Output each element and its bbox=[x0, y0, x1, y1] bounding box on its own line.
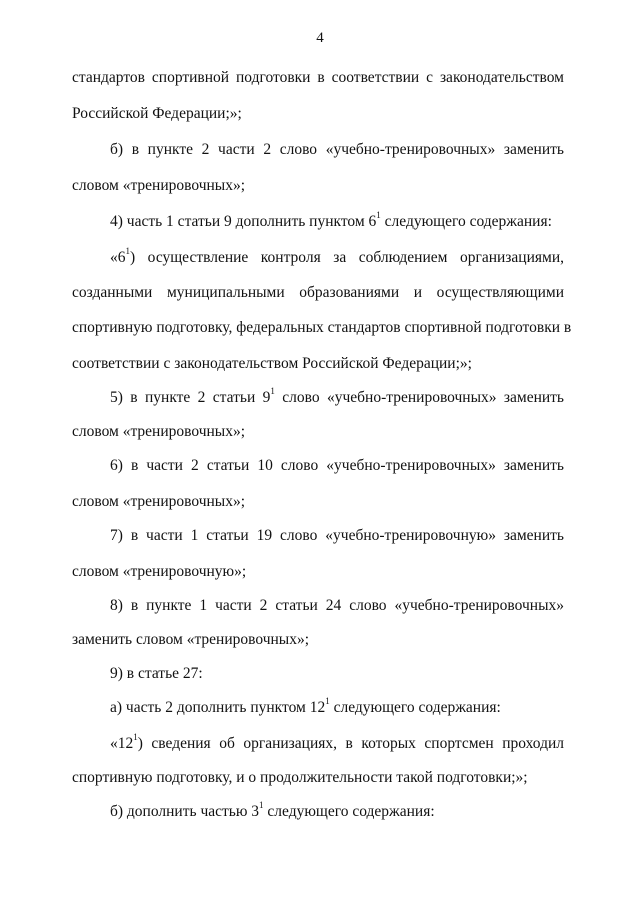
text-line-content: словом «тренировочных»; bbox=[72, 177, 246, 194]
text-line bbox=[72, 318, 572, 338]
text-line bbox=[72, 176, 564, 196]
text-line bbox=[110, 385, 565, 408]
text-line bbox=[72, 104, 564, 124]
text-line-content: 6) в части 2 статьи 10 слово «учебно-тренировочных» заменить bbox=[110, 457, 564, 474]
text-line-content: следующего содержания: bbox=[380, 213, 552, 230]
text-line-content: а) часть 2 дополнить пунктом 12 bbox=[110, 699, 326, 716]
text-line-content: б) в пункте 2 части 2 слово «учебно-тренировочных» заменить bbox=[110, 141, 564, 158]
text-line bbox=[110, 731, 564, 754]
text-line bbox=[110, 596, 564, 616]
text-line bbox=[72, 630, 564, 650]
text-line-content: слово «учебно-тренировочных» заменить bbox=[274, 389, 565, 406]
text-line-content: 8) в пункте 1 части 2 статьи 24 слово «учебно-тренировочных» bbox=[110, 597, 564, 614]
text-line bbox=[110, 209, 564, 232]
text-line-content: «6 bbox=[110, 249, 126, 266]
superscript: 1 bbox=[376, 209, 381, 220]
text-line-content: 9) в статье 27: bbox=[110, 665, 203, 682]
text-line bbox=[72, 68, 564, 88]
text-line-content: заменить словом «тренировочных»; bbox=[72, 631, 310, 648]
text-line-content: следующего содержания: bbox=[329, 699, 501, 716]
text-line bbox=[110, 456, 564, 476]
superscript: 1 bbox=[325, 695, 330, 706]
text-line bbox=[72, 283, 564, 303]
text-line bbox=[72, 492, 564, 512]
text-line bbox=[72, 422, 564, 442]
text-line-content: 4) часть 1 статьи 9 дополнить пунктом 6 bbox=[110, 213, 377, 230]
text-line bbox=[110, 664, 564, 684]
text-line bbox=[72, 354, 564, 374]
text-line bbox=[110, 245, 564, 268]
text-line-content: «12 bbox=[110, 735, 134, 752]
text-line-content: ) осуществление контроля за соблюдением организациями, bbox=[130, 249, 564, 266]
text-line bbox=[72, 562, 564, 582]
text-line-content: словом «тренировочную»; bbox=[72, 563, 247, 580]
superscript: 1 bbox=[133, 731, 138, 742]
text-line-content: спортивную подготовку, федеральных стандартов спортивной подготовки в bbox=[72, 319, 572, 336]
text-line bbox=[110, 526, 564, 546]
text-line bbox=[72, 768, 564, 788]
text-line bbox=[110, 140, 564, 160]
text-line-content: следующего содержания: bbox=[263, 803, 435, 820]
text-line bbox=[110, 799, 564, 822]
text-line-content: Российской Федерации;»; bbox=[72, 105, 242, 122]
text-line-content: 7) в части 1 статьи 19 слово «учебно-тренировочную» заменить bbox=[110, 527, 564, 544]
text-line bbox=[110, 695, 564, 718]
text-line-content: спортивную подготовку, и о продолжительности такой подготовки;»; bbox=[72, 769, 528, 786]
text-line-content: стандартов спортивной подготовки в соответствии с законодательством bbox=[72, 69, 564, 86]
text-line-content: словом «тренировочных»; bbox=[72, 423, 246, 440]
superscript: 1 bbox=[259, 799, 264, 810]
page-number: 4 bbox=[316, 30, 324, 46]
text-line-content: соответствии с законодательством Российской Федерации;»; bbox=[72, 355, 472, 372]
superscript: 1 bbox=[125, 245, 130, 256]
superscript: 1 bbox=[270, 385, 275, 396]
text-line-content: 5) в пункте 2 статьи 9 bbox=[110, 389, 271, 406]
text-line-content: словом «тренировочных»; bbox=[72, 493, 246, 510]
text-line-content: ) сведения об организациях, в которых спортсмен проходил bbox=[137, 735, 564, 752]
text-line-content: созданными муниципальными образованиями и осуществляющими bbox=[72, 284, 564, 301]
text-line-content: б) дополнить частью 3 bbox=[110, 803, 260, 820]
